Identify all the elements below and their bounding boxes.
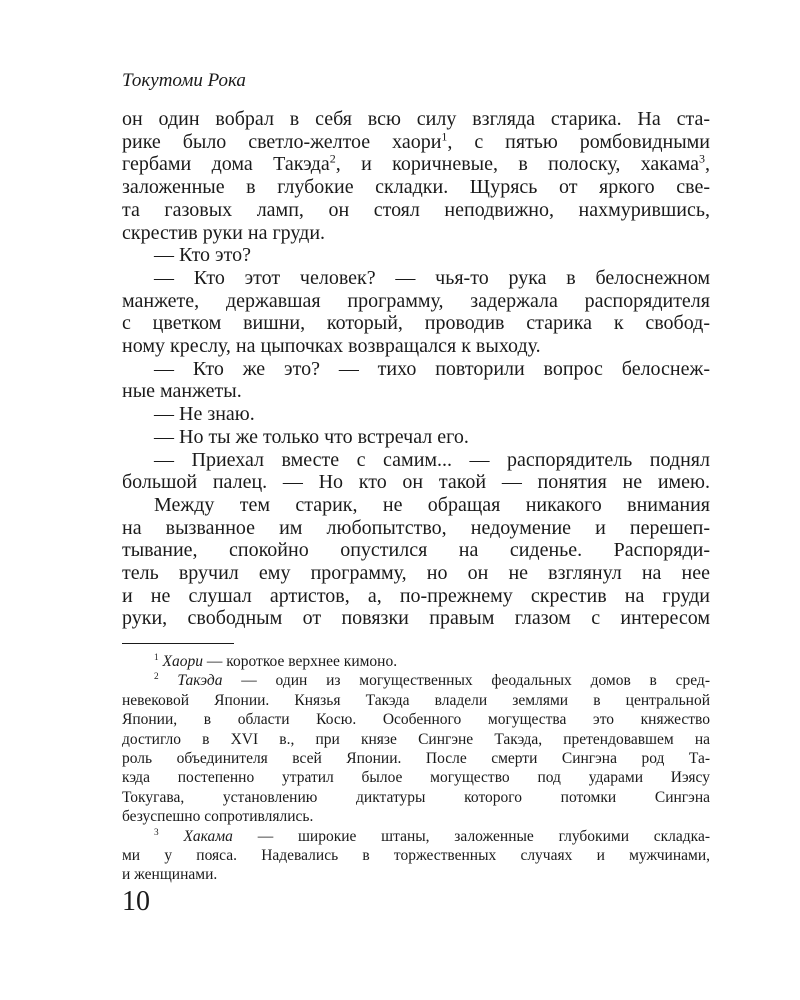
footnote-3-line: ми у пояса. Надевались в торжественных случаях и мужчинами, [122,847,710,865]
footnote-2-line: безуспешно сопротивлялись. [122,808,314,826]
text-line-8: — Кто этот человек? — чья-то рука в белоснежном [154,266,710,289]
footnote-2-line: кэда постепенно утратил былое могущество под ударами Иэясу [122,769,710,787]
text-line-7: — Кто это? [154,244,251,267]
footnote-divider [122,643,234,644]
footnote-3: $^3$ Хакама — широкие штаны, заложенные глубокими складка- [154,827,711,845]
page-number: 10 [122,886,150,917]
text-line-2: рике было светло-желтое хаори$^1$, с пятью ромбовидными [122,129,711,153]
footnote-2-line: Токугава, установлению диктатуры которого потомки Сингэна [122,788,710,806]
footnote-3-line: и женщинами. [122,866,218,884]
text-line-20: тывание, спокойно опустился на сиденье. Распоряди- [122,539,710,562]
book-page [122,0,710,1000]
footnote-ref-3: 3 [699,151,705,166]
footnotes [122,652,710,885]
footnote-marker-1: 1 [154,652,159,663]
text-line-21: тель вручил ему программу, но он не взглянул на нее [122,562,710,585]
text-line-1: он один вобрал в себя всю силу взгляда старика. На ста- [122,108,710,130]
footnote-marker-2: 2 [154,672,159,683]
main-text [122,108,710,630]
text-line-3: гербами дома Такэда$^2$, и коричневые, в полоску, хакама$^3$, [122,151,710,176]
text-line-10: с цветком вишни, который, проводив старика к свобод- [122,312,710,335]
text-line-6: скрестив руки на груди. [122,221,326,244]
text-line-12: — Кто же это? — тихо повторили вопрос белоснеж- [154,357,710,380]
footnote-1: $^1$ Хаори — короткое верхнее кимоно. [154,652,398,670]
text-line-13: ные манжеты. [122,380,242,403]
footnote-2-line: роль объединителя всей Японии. После смерти Сингэна род Та- [122,750,710,768]
footnote-ref-2: 2 [329,151,336,166]
text-line-9: манжете, державшая программу, задержала распорядителя [122,289,710,312]
text-line-17: большой палец. — Но кто он такой — понятия не имею. [122,471,710,494]
footnote-2: $^2$ Такэда — один из могущественных феодальных домов в сред- [154,672,710,690]
footnote-ref-1: 1 [441,129,448,144]
text-line-4: заложенные в глубокие складки. Щурясь от яркого све- [122,176,710,199]
footnote-2-line: Японии, в области Косю. Особенного могущества это княжество [122,711,710,729]
text-line-19: на вызванное им любопытство, недоумение и перешеп- [122,516,710,539]
text-line-15: — Но ты же только что встречал его. [154,425,469,448]
text-line-23: руки, свободным от повязки правым глазом с интересом [122,607,710,630]
text-line-18: Между тем старик, не обращая никакого внимания [154,493,710,516]
text-line-5: та газовых ламп, он стоял неподвижно, нахмурившись, [122,198,710,221]
text-line-14: — Не знаю. [154,403,255,426]
footnote-2-line: невековой Японии. Князья Такэда владели землями в центральной [122,691,710,709]
footnote-marker-3: 3 [154,827,159,838]
footnote-term-3: Хакама [183,827,233,845]
text-line-22: и не слушал артистов, а, по-прежнему скрестив на груди [122,584,710,607]
running-head: Токутоми Рока [122,70,246,91]
footnote-term-2: Такэда [177,672,223,690]
text-line-16: — Приехал вместе с самим... — распорядитель поднял [154,448,710,471]
footnote-term-1: Хаори [162,653,203,670]
footnote-2-line: достигло в XVI в., при князе Сингэне Такэда, претендовавшем на [122,730,710,748]
text-line-11: ному креслу, на цыпочках возвращался к выходу. [122,335,541,358]
